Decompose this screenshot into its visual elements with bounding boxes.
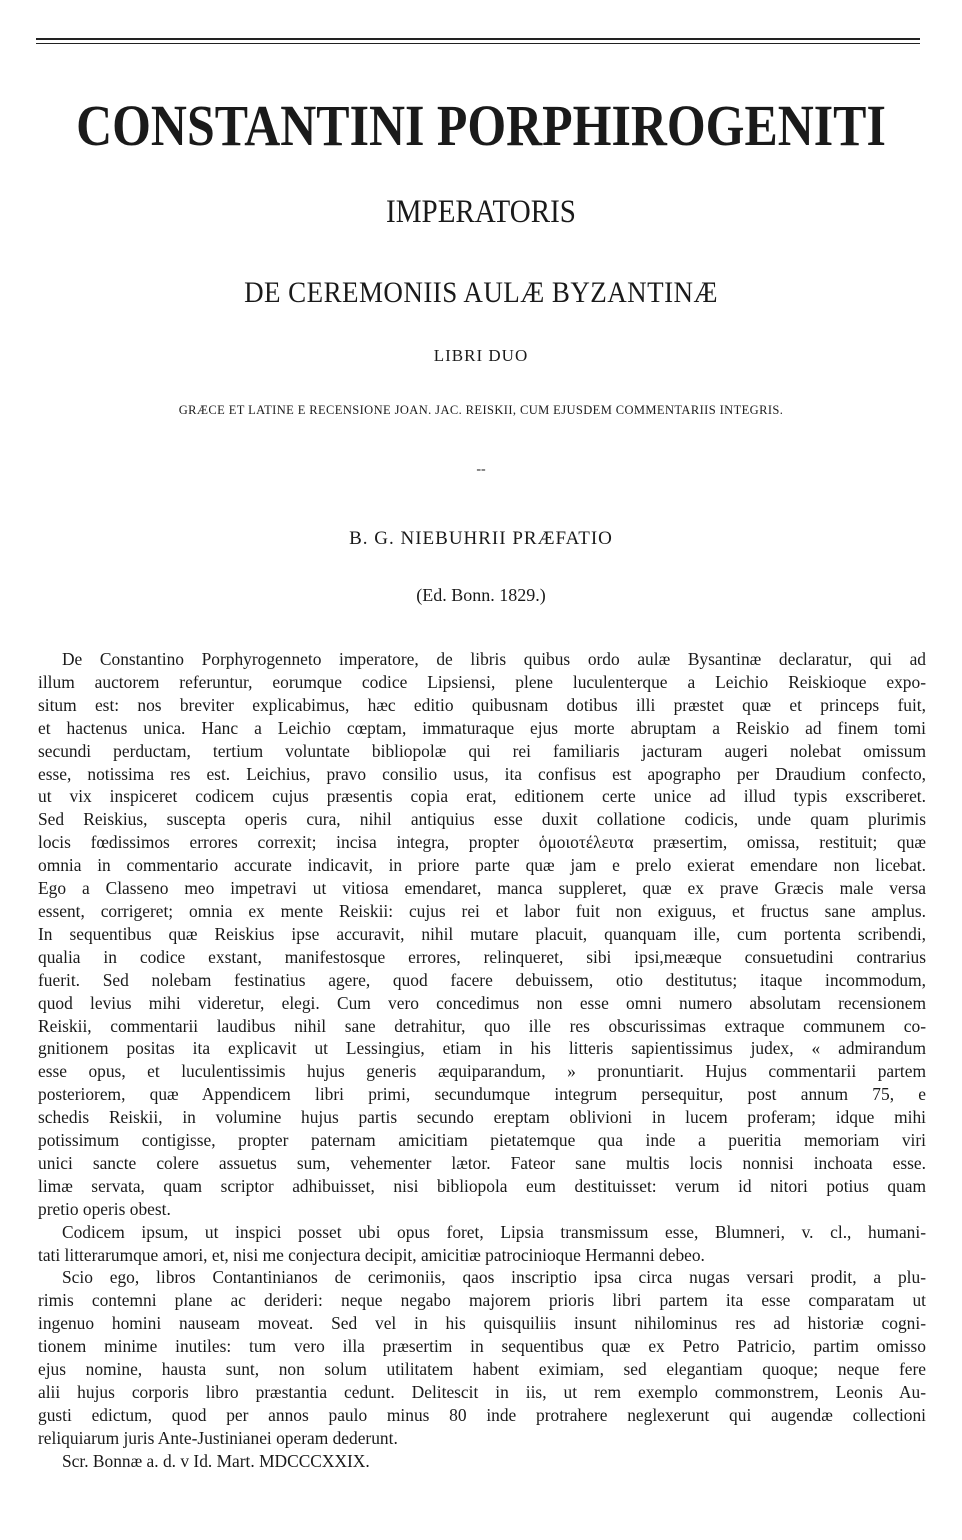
paragraph-2 [38, 1221, 926, 1267]
text-line: et hactenus unica. Hanc a Leichio cœptam, immaturaque ejus morte abruptam a Reiskio ad finem tomi [38, 717, 926, 738]
text-line: esse, notissima res est. Leichius, pravo consilio usus, ita confisus est apographo per Draudium confecto, [38, 763, 926, 784]
subtitle: IMPERATORIS [386, 194, 576, 230]
text-line: gnitionem positas ita explicavit ut Lessingius, etiam in his litteris sapientissimus judex, « admirandum [38, 1038, 926, 1059]
text-line: locis fœdissimos errores correxit; incisa integra, propter ὁμοιοτέλευτα præsertim, omissa, restituit; quæ [38, 832, 926, 853]
text-line: illum auctorem referuntur, eorumque codice Lipsiensi, plene luculenterque a Leichio Reiskioque expo- [38, 671, 926, 692]
text-line: fuerit. Sed nolebam festinatius agere, quod facere debuissem, otio destitutus; itaque incommodum, [38, 969, 926, 990]
text-line: ut vix inspiceret codicem cujus præsentis copia erat, editionem certe unice ad illud typis exscriberet. [38, 786, 926, 807]
text-line: schedis Reiskii, in volumine hujus partis secundo ereptam oblivioni in lucem proferam; idque mihi [38, 1107, 926, 1128]
text-line: situm est: nos breviter explicabimus, hæc editio quibusnam dotibus illi præstet quæ et princeps fuit, [38, 694, 926, 715]
separator: -- [476, 462, 486, 477]
text-line: posteriorem, quæ Appendicem libri primi, secundumque integrum persequitur, post annum 75, e [38, 1084, 926, 1105]
text-line: Sed Reiskius, suscepta operis cura, nihil antiquius esse duxit collatione codicis, unde quam plurimis [38, 809, 926, 830]
text-line: Reiskii, commentarii laudibus nihil sane detrahitur, quo ille res obscurissimas extraque communem co- [38, 1015, 926, 1036]
text-line: Ego a Classeno meo impetravi ut vitiosa emendaret, manca suppleret, quæ ex prave Græcis male versa [38, 878, 926, 899]
text-line: In sequentibus quæ Reiskius ipse accuravit, nihil mutare placuit, quanquam ille, cum portenta scribendi, [38, 923, 926, 944]
edition-date: (Ed. Bonn. 1829.) [416, 585, 546, 605]
paragraph-3 [38, 1266, 926, 1449]
text-line: unici sancte colere assuetus sum, vehementer lætor. Fateor sane multis locis nonnisi inchoata esse. [38, 1152, 926, 1173]
work-title: DE CEREMONIIS AULÆ BYZANTINÆ [244, 276, 718, 309]
text-line: ingenuo homini nauseam moveat. Sed vel in his quisquiliis insunt nihilominus res ad historiæ cogni- [38, 1313, 926, 1334]
text-line: potissimum contigisse, propter paternam amicitiam pietatemque qua inde a pueritia memoriam viri [38, 1130, 926, 1151]
text-line: secundi perductam, tertium voluntate bibliopolæ qui rei familiaris jacturam augeri nolebat omissum [38, 740, 926, 761]
text-line: ejus nomine, hausta sunt, non solum utilitatem habent eximiam, sed elegantiam quoque; neque fere [38, 1359, 926, 1380]
top-rule-thick [36, 38, 920, 40]
books-label: LIBRI DUO [433, 346, 529, 365]
text-line: alii hujus corporis libro præstantia cedunt. Delitescit in iis, ut rem exemplo commonstrem, Leonis Au- [38, 1382, 926, 1402]
text-line: De Constantino Porphyrogenneto imperatore, de libris quibus ordo aulæ Bysantinæ declaratur, qui ad [62, 649, 926, 669]
text-line: reliquiarum juris Ante-Justinianei operam dederunt. [38, 1427, 398, 1448]
page-title: CONSTANTINI PORPHIROGENITI [76, 93, 886, 158]
text-line: qualia in codice exstant, manifestosque errores, relinqueret, sibi ipsi,meæque consuetudini contrarius [38, 946, 926, 967]
text-line: gusti edictum, quod per annos paulo minus 80 inde protrahere neglexerunt qui augendæ collectioni [38, 1404, 926, 1425]
text-line: Scio ego, libros Contantinianos de cerimoniis, qaos inscriptio ipsa circa nugas versari prodit, a plu- [62, 1267, 926, 1288]
text-line: rimis contemni plane ac derideri: neque negabo majorem prioris libri partem ita esse comparatam ut [38, 1290, 926, 1311]
text-line: tionem minime inutiles: tum vero illa præsertim in sequentibus quæ ex Petro Patricio, partim omisso [38, 1336, 926, 1357]
text-line: quod levius mihi videretur, elegi. Cum vero concedimus non esse omni numero absolutam recensionem [38, 992, 926, 1013]
text-line: pretio operis obest. [38, 1198, 171, 1219]
text-line: limæ servata, quam scriptor adhibuisset, nisi bibliopola eum destituisset: verum id nitori potius quam [38, 1175, 926, 1196]
preface-heading: B. G. NIEBUHRII PRÆFATIO [349, 528, 613, 549]
text-line: Codicem ipsum, ut inspici posset ubi opus foret, Lipsia transmissum esse, Blumneri, v. cl., humani- [62, 1221, 926, 1242]
text-line: esse opus, et luculentissimis hujus generis æquiparandum, » pronuntiarit. Hujus commentarii partem [38, 1061, 926, 1082]
text-line: essent, corrigeret; omnia ex mente Reiskii: cujus rei et labor fuit non exiguus, et fructus sane amplus. [38, 900, 926, 921]
top-rule-thin [36, 43, 920, 44]
signature-line: Scr. Bonnæ a. d. v Id. Mart. MDCCCXXIX. [62, 1450, 370, 1471]
text-line: omnia in commentario accurate indicavit, in priore parte quæ jam e prelo exierat emendare non licebat. [38, 855, 926, 876]
edition-note: GRÆCE ET LATINE E RECENSIONE JOAN. JAC. REISKII, CUM EJUSDEM COMMENTARIIS INTEGRIS. [178, 403, 784, 417]
paragraph-1 [38, 648, 926, 1221]
text-line: tati litterarumque amori, et, nisi me conjectura decipit, amicitiæ patrocinioque Hermanni debeo. [38, 1244, 705, 1265]
preface-body [38, 648, 926, 1473]
